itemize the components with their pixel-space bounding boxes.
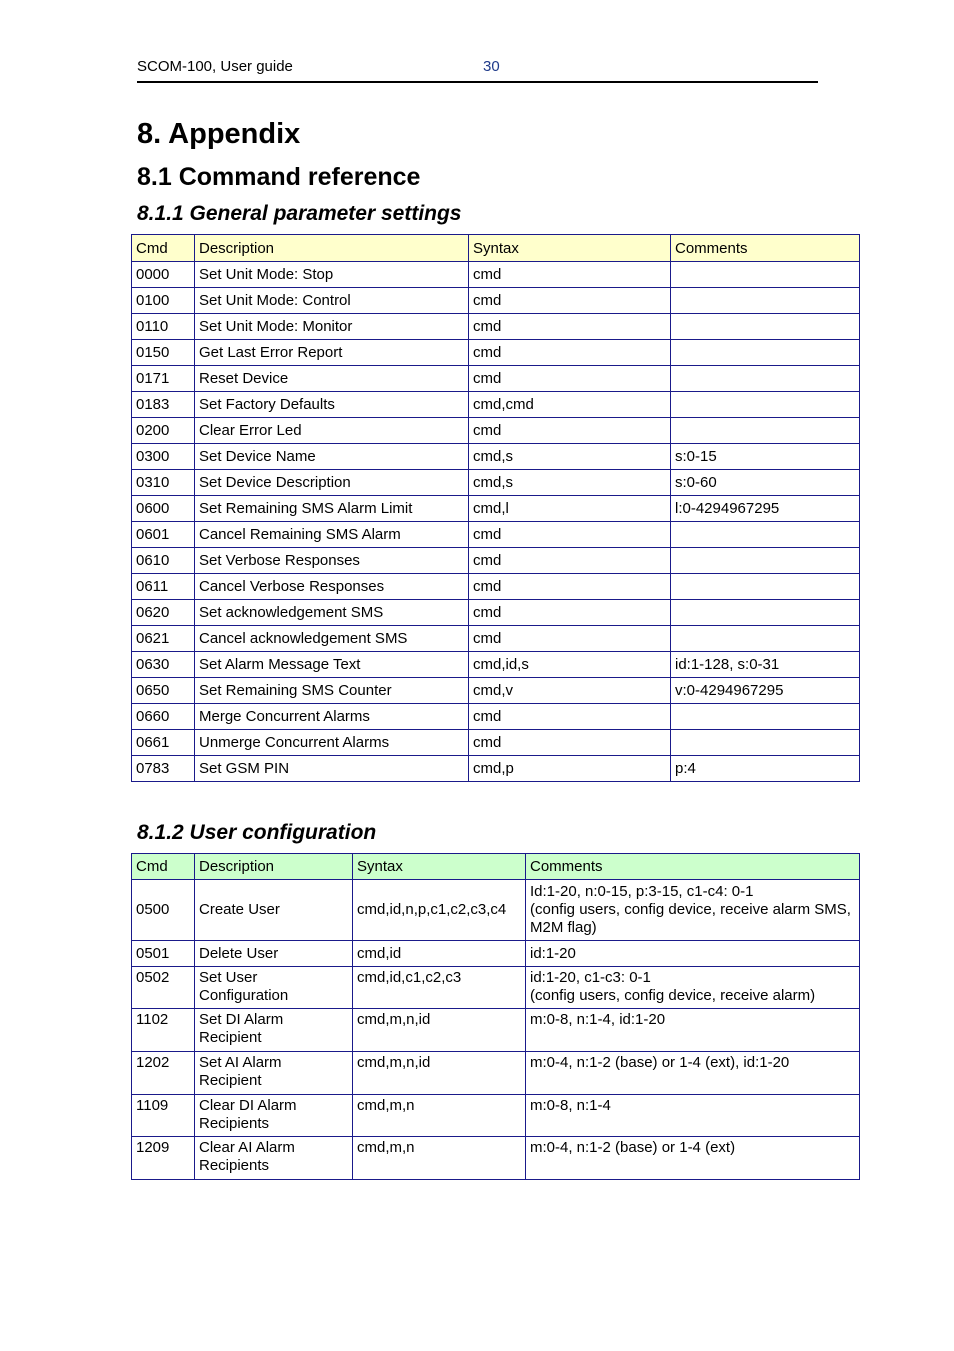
table-row	[132, 704, 860, 730]
cell-syntax: cmd,m,n	[353, 1095, 526, 1137]
cell-comments: m:0-4, n:1-2 (base) or 1-4 (ext), id:1-20	[526, 1052, 860, 1095]
table-row	[132, 1009, 860, 1052]
table-row	[132, 548, 860, 574]
cell-syntax: cmd,l	[469, 496, 671, 522]
table-row	[132, 941, 860, 967]
cell-syntax: cmd,m,n	[353, 1137, 526, 1180]
table-row	[132, 967, 860, 1009]
table-row	[132, 262, 860, 288]
column-header-comments: Comments	[671, 235, 860, 262]
cell-syntax: cmd	[469, 522, 671, 548]
cell-cmd: 0600	[132, 496, 195, 522]
cell-description: Delete User	[195, 941, 353, 967]
cell-syntax: cmd,cmd	[469, 392, 671, 418]
cell-cmd: 0000	[132, 262, 195, 288]
cell-comments: v:0-4294967295	[671, 678, 860, 704]
cell-syntax: cmd,id,c1,c2,c3	[353, 967, 526, 1009]
table-header-row	[132, 235, 860, 262]
cell-comments: s:0-15	[671, 444, 860, 470]
cell-syntax: cmd,id	[353, 941, 526, 967]
table-row	[132, 880, 860, 941]
cell-cmd: 0300	[132, 444, 195, 470]
cell-comments: m:0-8, n:1-4	[526, 1095, 860, 1137]
cell-comments: l:0-4294967295	[671, 496, 860, 522]
cell-syntax: cmd	[469, 548, 671, 574]
cell-syntax: cmd,v	[469, 678, 671, 704]
cell-description: Get Last Error Report	[195, 340, 469, 366]
cell-comments	[671, 704, 860, 730]
column-header-syntax: Syntax	[353, 854, 526, 880]
cell-description: Set Factory Defaults	[195, 392, 469, 418]
table-row	[132, 1095, 860, 1137]
cell-cmd: 0621	[132, 626, 195, 652]
cell-comments	[671, 600, 860, 626]
table-row	[132, 392, 860, 418]
table-row	[132, 678, 860, 704]
cell-syntax: cmd	[469, 262, 671, 288]
cell-comments	[671, 340, 860, 366]
cell-cmd: 0661	[132, 730, 195, 756]
cell-comments: s:0-60	[671, 470, 860, 496]
cell-comments	[671, 730, 860, 756]
cell-syntax: cmd	[469, 574, 671, 600]
cell-comments	[671, 418, 860, 444]
table-row	[132, 470, 860, 496]
cell-description: Cancel acknowledgement SMS	[195, 626, 469, 652]
table-row	[132, 444, 860, 470]
cell-description: Set Verbose Responses	[195, 548, 469, 574]
cell-cmd: 0150	[132, 340, 195, 366]
subsection-heading-general: 8.1.1 General parameter settings	[137, 202, 462, 225]
table-row	[132, 314, 860, 340]
cell-comments: id:1-128, s:0-31	[671, 652, 860, 678]
section-heading: 8.1 Command reference	[137, 163, 421, 191]
table-row	[132, 626, 860, 652]
cell-syntax: cmd	[469, 366, 671, 392]
general-parameter-table	[131, 234, 860, 782]
cell-syntax: cmd,id,n,p,c1,c2,c3,c4	[353, 880, 526, 941]
cell-cmd: 0502	[132, 967, 195, 1009]
cell-syntax: cmd	[469, 626, 671, 652]
cell-syntax: cmd,id,s	[469, 652, 671, 678]
cell-description: Create User	[195, 880, 353, 941]
cell-cmd: 0110	[132, 314, 195, 340]
cell-description: Set User Configuration	[195, 967, 353, 1009]
cell-comments: p:4	[671, 756, 860, 782]
table-row	[132, 366, 860, 392]
table-row	[132, 756, 860, 782]
cell-description: Set Remaining SMS Alarm Limit	[195, 496, 469, 522]
cell-cmd: 0601	[132, 522, 195, 548]
cell-syntax: cmd,m,n,id	[353, 1009, 526, 1052]
column-header-description: Description	[195, 235, 469, 262]
table-row	[132, 652, 860, 678]
cell-comments: Id:1-20, n:0-15, p:3-15, c1-c4: 0-1 (config users, config device, receive alarm SMS, M2M flag)	[526, 880, 860, 941]
cell-cmd: 0501	[132, 941, 195, 967]
cell-syntax: cmd	[469, 730, 671, 756]
cell-cmd: 0783	[132, 756, 195, 782]
cell-cmd: 0100	[132, 288, 195, 314]
cell-cmd: 1209	[132, 1137, 195, 1180]
cell-cmd: 0660	[132, 704, 195, 730]
cell-cmd: 0611	[132, 574, 195, 600]
table-row	[132, 574, 860, 600]
cell-comments	[671, 262, 860, 288]
cell-comments: m:0-4, n:1-2 (base) or 1-4 (ext)	[526, 1137, 860, 1180]
cell-cmd: 0650	[132, 678, 195, 704]
table-row	[132, 340, 860, 366]
cell-comments: id:1-20	[526, 941, 860, 967]
table-row	[132, 1137, 860, 1180]
cell-description: Reset Device	[195, 366, 469, 392]
column-header-comments: Comments	[526, 854, 860, 880]
cell-syntax: cmd	[469, 600, 671, 626]
cell-description: Set AI Alarm Recipient	[195, 1052, 353, 1095]
table-row	[132, 730, 860, 756]
cell-cmd: 0610	[132, 548, 195, 574]
table-row	[132, 496, 860, 522]
cell-cmd: 0630	[132, 652, 195, 678]
cell-description: Cancel Remaining SMS Alarm	[195, 522, 469, 548]
cell-cmd: 0500	[132, 880, 195, 941]
cell-comments	[671, 548, 860, 574]
table-row	[132, 600, 860, 626]
user-configuration-table	[131, 853, 860, 1180]
cell-syntax: cmd	[469, 340, 671, 366]
chapter-heading: 8. Appendix	[137, 118, 301, 150]
cell-comments	[671, 626, 860, 652]
cell-cmd: 1202	[132, 1052, 195, 1095]
cell-cmd: 0200	[132, 418, 195, 444]
cell-comments	[671, 314, 860, 340]
cell-description: Set DI Alarm Recipient	[195, 1009, 353, 1052]
cell-description: Set Unit Mode: Control	[195, 288, 469, 314]
table-row	[132, 418, 860, 444]
cell-description: Set Device Name	[195, 444, 469, 470]
table-row	[132, 288, 860, 314]
cell-syntax: cmd	[469, 418, 671, 444]
cell-comments	[671, 574, 860, 600]
cell-cmd: 0183	[132, 392, 195, 418]
subsection-heading-user: 8.1.2 User configuration	[137, 821, 377, 844]
table-row	[132, 1052, 860, 1095]
cell-description: Set Remaining SMS Counter	[195, 678, 469, 704]
column-header-cmd: Cmd	[132, 235, 195, 262]
cell-description: Merge Concurrent Alarms	[195, 704, 469, 730]
cell-description: Clear AI Alarm Recipients	[195, 1137, 353, 1180]
cell-syntax: cmd,s	[469, 470, 671, 496]
cell-description: Clear DI Alarm Recipients	[195, 1095, 353, 1137]
cell-syntax: cmd	[469, 288, 671, 314]
page-number: 30	[483, 58, 500, 75]
cell-cmd: 1102	[132, 1009, 195, 1052]
cell-comments: id:1-20, c1-c3: 0-1 (config users, config device, receive alarm)	[526, 967, 860, 1009]
cell-syntax: cmd,m,n,id	[353, 1052, 526, 1095]
cell-cmd: 0620	[132, 600, 195, 626]
cell-description: Set Unit Mode: Monitor	[195, 314, 469, 340]
cell-cmd: 0310	[132, 470, 195, 496]
table-header-row	[132, 854, 860, 880]
cell-description: Set acknowledgement SMS	[195, 600, 469, 626]
document-title: SCOM-100, User guide	[137, 58, 293, 75]
cell-description: Set Device Description	[195, 470, 469, 496]
cell-description: Set Unit Mode: Stop	[195, 262, 469, 288]
cell-description: Cancel Verbose Responses	[195, 574, 469, 600]
table-row	[132, 522, 860, 548]
cell-description: Set GSM PIN	[195, 756, 469, 782]
cell-syntax: cmd,s	[469, 444, 671, 470]
cell-syntax: cmd,p	[469, 756, 671, 782]
cell-comments	[671, 288, 860, 314]
column-header-description: Description	[195, 854, 353, 880]
column-header-cmd: Cmd	[132, 854, 195, 880]
cell-comments	[671, 366, 860, 392]
cell-cmd: 1109	[132, 1095, 195, 1137]
cell-description: Clear Error Led	[195, 418, 469, 444]
cell-syntax: cmd	[469, 314, 671, 340]
cell-cmd: 0171	[132, 366, 195, 392]
cell-comments: m:0-8, n:1-4, id:1-20	[526, 1009, 860, 1052]
page-header	[137, 56, 818, 83]
cell-syntax: cmd	[469, 704, 671, 730]
cell-description: Set Alarm Message Text	[195, 652, 469, 678]
cell-description: Unmerge Concurrent Alarms	[195, 730, 469, 756]
cell-comments	[671, 522, 860, 548]
column-header-syntax: Syntax	[469, 235, 671, 262]
cell-comments	[671, 392, 860, 418]
